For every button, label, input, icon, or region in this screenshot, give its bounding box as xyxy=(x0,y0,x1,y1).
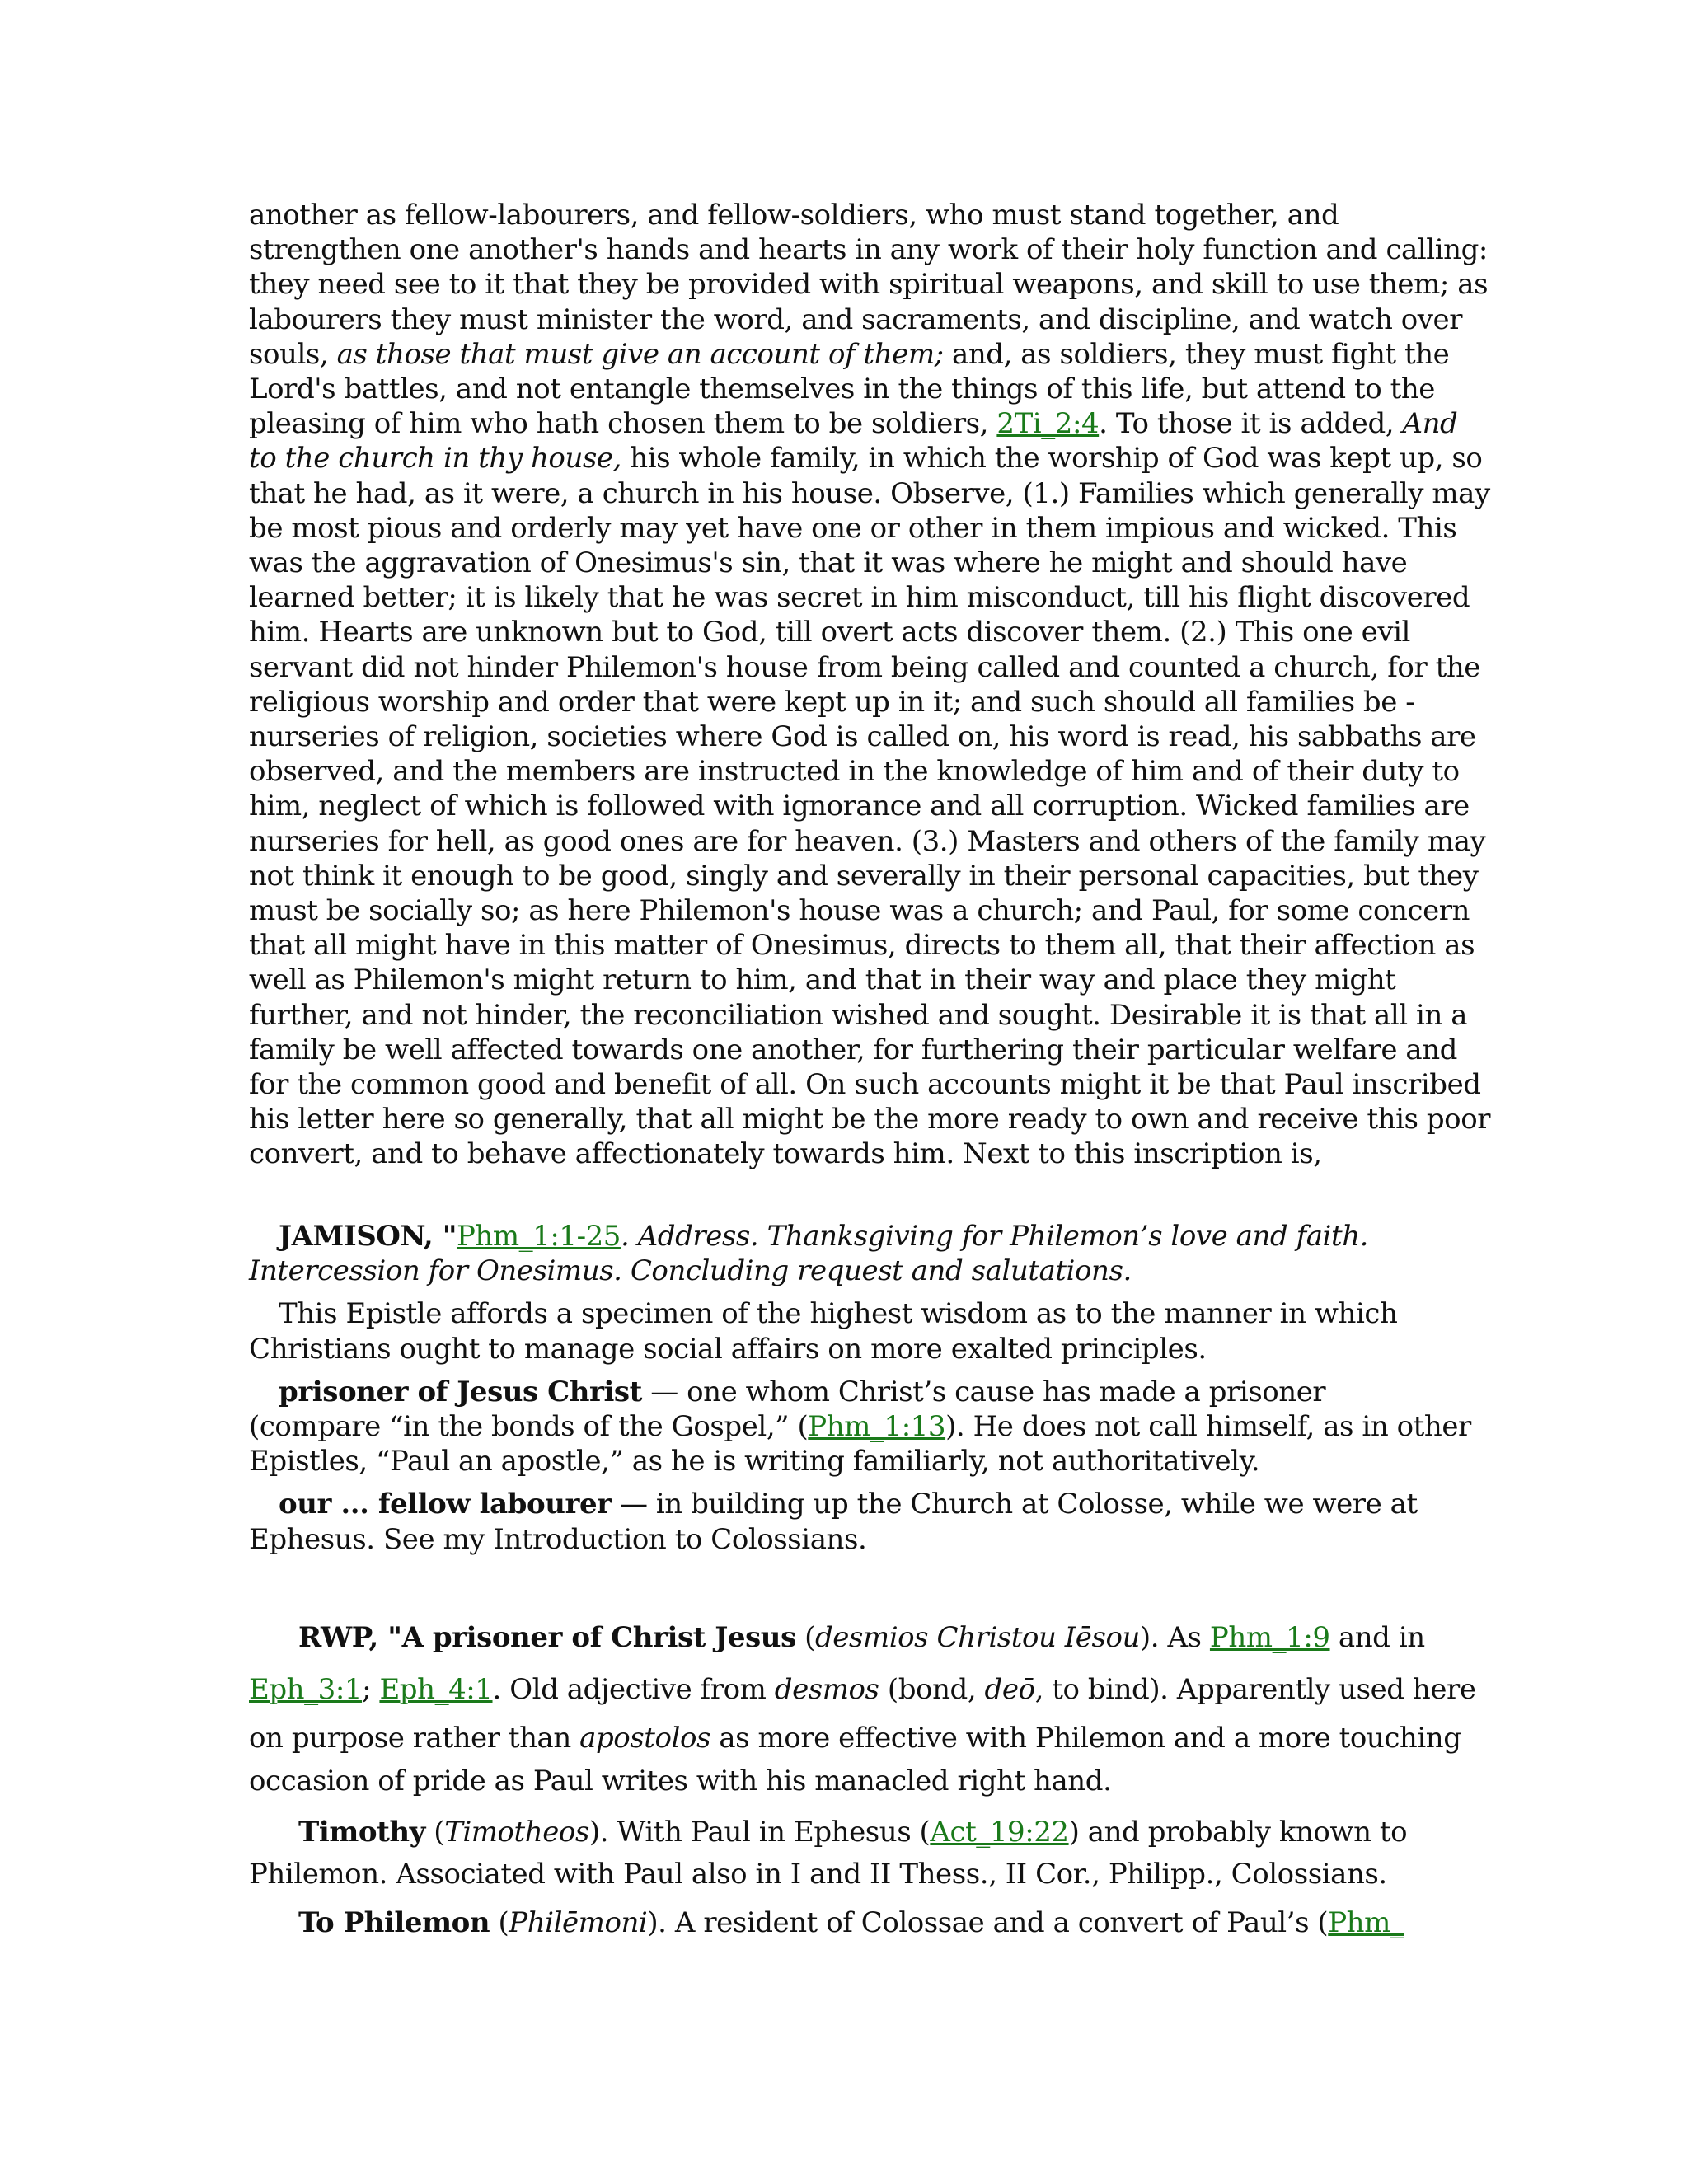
note-text: — in building up the Church at Colosse, while we were at xyxy=(611,1488,1418,1521)
emphasis-text: to the church in thy house, xyxy=(249,442,621,476)
commentary-line xyxy=(249,232,1488,267)
commentary-line xyxy=(249,511,1457,546)
commentary-text-segment: further, and not hinder, the reconciliation wished and sought. Desirable it is that all in a xyxy=(249,998,1468,1032)
commentary-line xyxy=(249,650,1480,685)
commentary-text-segment: him. Hearts are unknown but to God, till overt acts discover them. (2.) This one evil xyxy=(249,616,1410,649)
jamison-note xyxy=(249,1375,1444,1409)
note-text: — one whom Christ’s cause has made a prisoner xyxy=(641,1375,1326,1408)
commentary-text-segment: souls, xyxy=(249,337,337,371)
rwp-note xyxy=(249,1811,1444,1854)
commentary-line xyxy=(249,1137,1444,1171)
rwp-text: ) and probably known to xyxy=(1068,1816,1408,1849)
commentary-text-segment: nurseries of religion, societies where God is called on, his word is read, his sabbaths are xyxy=(249,720,1476,754)
greek-word: Timotheos xyxy=(444,1816,589,1849)
commentary-text-segment: . To those it is added, xyxy=(1099,407,1403,441)
greek-word: desmos xyxy=(774,1673,879,1706)
commentary-line xyxy=(249,963,1444,997)
rwp-text: ( xyxy=(795,1621,815,1654)
reference-link[interactable]: Eph_4:1 xyxy=(379,1673,493,1706)
commentary-text-segment: well as Philemon's might return to him, and that in their way and place they might xyxy=(249,963,1396,997)
reference-link[interactable]: 2Ti_2:4 xyxy=(996,407,1100,441)
commentary-text-segment: not think it enough to be good, singly and severally in their personal capacities, but they xyxy=(249,859,1479,893)
reference-link[interactable]: Phm_1:9 xyxy=(1209,1621,1330,1654)
commentary-line xyxy=(249,1102,1491,1137)
commentary-line xyxy=(249,337,1450,372)
jamison-note-cont xyxy=(249,1409,1471,1444)
jamison-heading xyxy=(249,1219,1444,1254)
commentary-text-segment: that all might have in this matter of Onesimus, directs to them all, that their affection as xyxy=(249,929,1475,963)
commentary-text-segment: was the aggravation of Onesimus's sin, that it was where he might and should have xyxy=(249,546,1408,580)
commentary-line xyxy=(249,928,1475,963)
commentary-line xyxy=(249,998,1468,1033)
greek-word: apostolos xyxy=(579,1722,710,1755)
commentary-line xyxy=(249,406,1458,441)
commentary-line xyxy=(249,372,1444,406)
greek-word: Philēmoni xyxy=(509,1906,648,1939)
rwp-text: ( xyxy=(490,1906,509,1939)
commentary-line xyxy=(249,267,1489,302)
commentary-line xyxy=(249,893,1470,928)
jamison-reference-link[interactable]: Phm_1:1-25 xyxy=(456,1220,621,1253)
commentary-line xyxy=(249,580,1470,615)
term-heading: prisoner of Jesus Christ xyxy=(279,1375,642,1408)
rwp-text: . Old adjective from xyxy=(492,1673,775,1706)
commentary-text-segment: Lord's battles, and not entangle themselves in the things of this life, but attend to the xyxy=(249,373,1435,406)
rwp-text: ). A resident of Colossae and a convert of Paul’s ( xyxy=(647,1906,1329,1939)
commentary-line xyxy=(249,1067,1481,1102)
rwp-line xyxy=(249,1716,1461,1761)
commentary-line xyxy=(249,302,1463,337)
rwp-text: ). With Paul in Ephesus ( xyxy=(588,1816,931,1849)
spacer xyxy=(249,1366,1444,1375)
rwp-text: ). As xyxy=(1139,1621,1210,1654)
jamison-intro-line xyxy=(249,1254,1444,1288)
commentary-text-segment: must be socially so; as here Philemon's house was a church; and Paul, for some concern xyxy=(249,894,1470,928)
jamison-label: JAMISON, " xyxy=(279,1220,457,1253)
commentary-line xyxy=(249,476,1490,511)
jamison-note-cont: Epistles, “Paul an apostle,” as he is writing familiarly, not authoritatively. xyxy=(249,1445,1260,1479)
spacer xyxy=(249,1288,1444,1296)
commentary-text-segment: another as fellow-labourers, and fellow-soldiers, who must stand together, and xyxy=(249,199,1339,232)
commentary-text-segment: observed, and the members are instructed in the knowledge of him and of their duty to xyxy=(249,755,1460,789)
commentary-text-segment: his letter here so generally, that all might be the more ready to own and receive this poor xyxy=(249,1103,1491,1137)
reference-link[interactable]: Act_19:22 xyxy=(930,1816,1069,1849)
rwp-heading xyxy=(249,1612,1444,1664)
greek-word: desmios Christou Iēsou xyxy=(814,1621,1140,1654)
rwp-text: ( xyxy=(424,1816,445,1849)
jamison-section xyxy=(249,1219,1471,1557)
commentary-text-segment: pleasing of him who hath chosen them to be soldiers, xyxy=(249,407,997,441)
jamison-paragraph-cont: Christians ought to manage social affairs on more exalted principles. xyxy=(249,1332,1207,1366)
rwp-text: , to bind). Apparently used here xyxy=(1034,1673,1476,1706)
commentary-line xyxy=(249,615,1444,649)
commentary-text-segment: that he had, as it were, a church in his house. Observe, (1.) Families which generally may xyxy=(249,476,1490,510)
commentary-text-segment: servant did not hinder Philemon's house from being called and counted a church, for the xyxy=(249,650,1480,684)
emphasis-text: as those that must give an account of them; xyxy=(336,337,944,371)
term-heading: our ... fellow labourer xyxy=(279,1488,612,1521)
commentary-text-segment: strengthen one another's hands and hearts in any work of their holy function and calling: xyxy=(249,233,1488,267)
rwp-text: as more effective with Philemon and a more touching xyxy=(710,1722,1461,1755)
term-heading: To Philemon xyxy=(298,1906,490,1939)
jamison-intro: . Address. Thanksgiving for Philemon’s love and faith. xyxy=(620,1220,1368,1253)
commentary-text-segment: and, as soldiers, they must fight the xyxy=(943,337,1450,371)
rwp-text: ; xyxy=(362,1673,380,1706)
rwp-note xyxy=(249,1901,1444,1944)
emphasis-text: And xyxy=(1402,407,1458,441)
rwp-section xyxy=(249,1612,1476,1944)
note-text: (compare “in the bonds of the Gospel,” ( xyxy=(249,1410,809,1444)
commentary-text-segment: religious worship and order that were kept up in it; and such should all families be - xyxy=(249,685,1415,719)
commentary-line xyxy=(249,1033,1457,1067)
commentary-line xyxy=(249,685,1444,719)
spacer xyxy=(249,1479,1444,1487)
rwp-text: (bond, xyxy=(879,1673,985,1706)
term-heading: Timothy xyxy=(298,1816,425,1849)
jamison-note-cont: Ephesus. See my Introduction to Colossians. xyxy=(249,1522,867,1556)
commentary-text-segment: labourers they must minister the word, and sacraments, and discipline, and watch over xyxy=(249,302,1463,336)
commentary-text-segment: be most pious and orderly may yet have one or other in them impious and wicked. This xyxy=(249,511,1457,545)
reference-link[interactable]: Eph_3:1 xyxy=(249,1673,363,1706)
reference-link[interactable]: Phm_1:13 xyxy=(808,1410,946,1444)
commentary-line xyxy=(249,719,1476,754)
commentary-text-segment: nurseries for hell, as good ones are for heaven. (3.) Masters and others of the family may xyxy=(249,824,1486,858)
commentary-text-segment: convert, and to behave affectionately towards him. Next to this inscription is, xyxy=(249,1137,1322,1171)
rwp-text: on purpose rather than xyxy=(249,1722,580,1755)
commentary-text-segment: they need see to it that they be provided with spiritual weapons, and skill to use them; as xyxy=(249,268,1489,302)
commentary-text xyxy=(249,198,1491,1172)
commentary-text-segment: family be well affected towards one another, for furthering their particular welfare and xyxy=(249,1033,1457,1066)
commentary-text-segment: learned better; it is likely that he was secret in him misconduct, till his flight discovered xyxy=(249,581,1470,615)
commentary-line xyxy=(249,859,1479,893)
commentary-line xyxy=(249,789,1470,823)
commentary-text-segment: him, neglect of which is followed with ignorance and all corruption. Wicked families are xyxy=(249,790,1470,823)
rwp-line: occasion of pride as Paul writes with his manacled right hand. xyxy=(249,1765,1112,1797)
reference-link[interactable]: Phm_ xyxy=(1328,1906,1404,1939)
commentary-line xyxy=(249,546,1444,580)
rwp-text: and in xyxy=(1329,1621,1425,1654)
commentary-text-segment: his whole family, in which the worship of God was kept up, so xyxy=(621,442,1483,476)
jamison-paragraph: This Epistle affords a specimen of the highest wisdom as to the manner in which xyxy=(279,1297,1398,1331)
rwp-line xyxy=(249,1664,1476,1716)
commentary-line xyxy=(249,198,1444,232)
jamison-note xyxy=(249,1487,1444,1521)
commentary-line xyxy=(249,441,1483,476)
commentary-line xyxy=(249,824,1486,859)
rwp-line: Philemon. Associated with Paul also in I and II Thess., II Cor., Philipp., Colossians. xyxy=(249,1858,1387,1891)
jamison-intro-cont: Intercession for Onesimus. Concluding request and salutations. xyxy=(249,1254,1132,1288)
rwp-label: RWP, "A prisoner of Christ Jesus xyxy=(298,1621,796,1654)
commentary-text-segment: for the common good and benefit of all. On such accounts might it be that Paul inscribed xyxy=(249,1068,1481,1102)
commentary-line xyxy=(249,754,1460,789)
greek-word: deō xyxy=(984,1673,1035,1706)
note-text: ). He does not call himself, as in other xyxy=(945,1410,1471,1444)
